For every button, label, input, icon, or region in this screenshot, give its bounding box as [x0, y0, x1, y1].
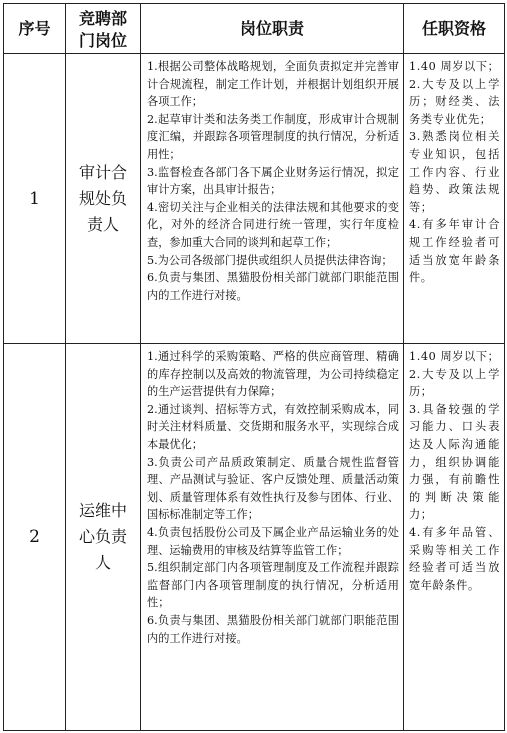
requirements-cell	[404, 344, 505, 731]
duty-item: 2.通过谈判、招标等方式，有效控制采购成本，同时关注材料质量、交货期和服务水平，实现综合成本最优化；	[147, 402, 399, 451]
duty-item: 4.负责包括股份公司及下属企业产品运输业务的处理、运输费用的审核及结算等监管工作；	[147, 525, 399, 557]
duties-cell	[141, 344, 404, 731]
duty-item: 3.监督检查各部门各下属企业财务运行情况，拟定审计方案，出具审计报告；	[147, 165, 399, 197]
duty-item: 5.为公司各级部门提供或组织人员提供法律咨询；	[147, 253, 393, 267]
post-name-line: 人	[94, 553, 111, 572]
header-index: 序号	[4, 4, 66, 54]
duty-item: 1.根据公司整体战略规划，全面负责拟定并完善审计合规流程，制定工作计划，并根据计划组织开展各项工作；	[147, 60, 399, 109]
header-post-line: 门岗位	[78, 30, 127, 50]
requirement-item: 1.40 周岁以下；	[409, 350, 500, 363]
requirement-item: 4.有多年品管、采购等相关工作经验者可适当放宽年龄条件。	[409, 525, 500, 592]
requirement-item: 2.大专及以上学历；	[409, 367, 500, 399]
post-name-line: 心负责	[78, 527, 127, 546]
duty-item: 6.负责与集团、黑猫股份相关部门就部门职能范围内的工作进行对接。	[147, 613, 399, 645]
requirement-item: 3.熟悉岗位相关专业知识，包括工作内容、行业趋势、政策法规等；	[409, 130, 500, 214]
post-name	[66, 54, 141, 344]
header-post-line: 竞聘部	[78, 8, 127, 28]
position-table	[3, 3, 505, 731]
header-duties: 岗位职责	[141, 4, 404, 54]
post-name-line: 规处负	[78, 188, 127, 208]
requirement-item: 1.40 周岁以下；	[409, 60, 500, 73]
post-name-line: 责人	[86, 214, 119, 234]
row-index: 2	[4, 344, 66, 731]
duties-cell	[141, 54, 404, 344]
header-post	[66, 4, 141, 54]
requirements-cell	[404, 54, 505, 344]
header-requirements: 任职资格	[404, 4, 505, 54]
requirement-item: 4.有多年审计合规工作经验者可适当放宽年龄条件。	[409, 218, 500, 285]
duty-item: 5.组织制定部门内各项管理制度及工作流程并跟踪监督部门内各项管理制度的执行情况，分析适用性；	[147, 561, 399, 610]
duty-item: 4.密切关注与企业相关的法律法规和其他要求的变化，对外的经济合同进行统一管理，实行年度检查，参加重大合同的谈判和起草工作；	[147, 200, 399, 249]
table-row	[4, 54, 505, 344]
duty-item: 2.起草审计类和法务类工作制度，形成审计合规制度汇编，并跟踪各项管理制度的执行情况，分析适用性；	[147, 112, 399, 161]
header-row	[4, 4, 505, 54]
post-name-line: 运维中	[78, 501, 127, 520]
duty-item: 1.通过科学的采购策略、严格的供应商管理、精确的库存控制以及高效的物流管理，为公司持续稳定的生产运营提供有力保障；	[147, 350, 399, 399]
post-name	[66, 344, 141, 731]
duty-item: 3.负责公司产品质政策制定、质量合规性监督管理、产品测试与验证、客户反馈处理、质量活动策划、质量管理体系有效性执行及参与团体、行业、国标标准制定等工作；	[147, 455, 399, 522]
post-name-line: 审计合	[78, 162, 127, 182]
row-index: 1	[4, 54, 66, 344]
table-row	[4, 344, 505, 731]
requirement-item: 2.大专及以上学历；财经类、法务类专业优先；	[409, 77, 500, 126]
requirement-item: 3.具备较强的学习能力、口头表达及人际沟通能力，组织协调能力强，有前瞻性的判断决策能力；	[409, 402, 500, 522]
duty-item: 6.负责与集团、黑猫股份相关部门就部门职能范围内的工作进行对接。	[147, 271, 399, 302]
